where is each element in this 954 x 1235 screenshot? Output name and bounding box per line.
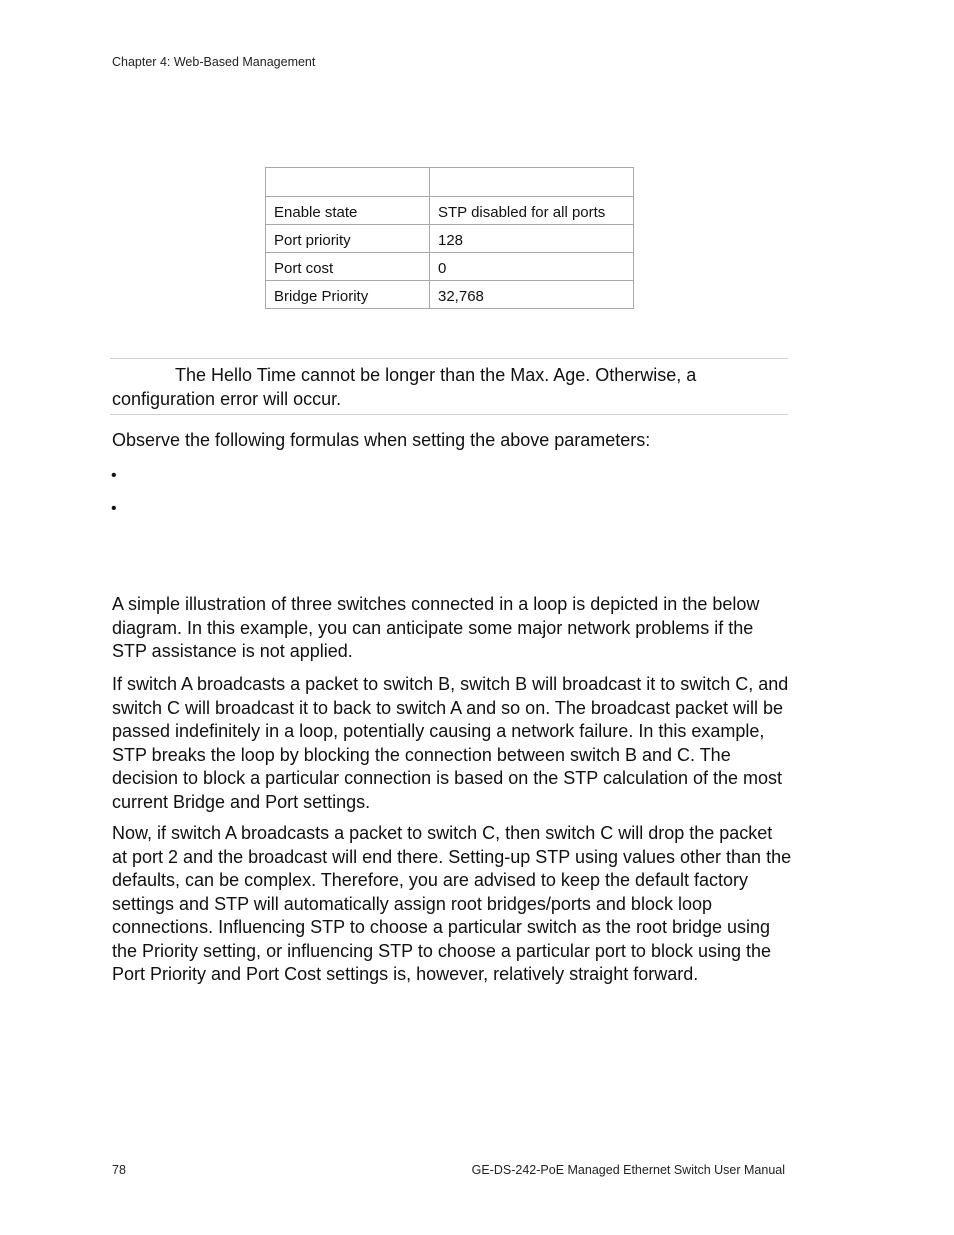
- bullet-marker: •: [111, 500, 117, 517]
- table-cell-value: STP disabled for all ports: [430, 197, 634, 225]
- stp-defaults-table: [265, 167, 634, 309]
- table-row: [266, 253, 634, 281]
- manual-title: GE-DS-242-PoE Managed Ethernet Switch User Manual: [471, 1163, 785, 1177]
- table-cell-param: Port priority: [266, 225, 430, 253]
- note-text-line2: configuration error will occur.: [112, 388, 342, 409]
- note-text-line1: The Hello Time cannot be longer than the Max. Age. Otherwise, a: [175, 365, 697, 385]
- table-header-cell: [430, 168, 634, 197]
- table-cell-param: Port cost: [266, 253, 430, 281]
- table-header-row: [266, 168, 634, 197]
- table-cell-value: 32,768: [430, 281, 634, 309]
- paragraph-setup: Now, if switch A broadcasts a packet to switch C, then switch C will drop the packet at port 2 and the broadcast will end there. Setting-up STP using values other than the defaults, can be complex. Therefore, you are advised to keep the default factory settings and STP will automatically assign root bridges/ports and block loop connections. Influencing STP to choose a particular switch as the root bridge using the Priority setting, or influencing STP to choose a particular port to block using the Port Priority and Port Cost settings is, however, relatively straight forward.: [112, 823, 792, 984]
- paragraph-broadcast: If switch A broadcasts a packet to switch B, switch B will broadcast it to switch C, and switch C will broadcast it to back to switch A and so on. The broadcast packet will be passed indefinitely in a loop, potentially causing a network failure. In this example, STP breaks the loop by blocking the connection between switch B and C. The decision to block a particular connection is based on the STP calculation of the most current Bridge and Port settings.: [112, 674, 789, 812]
- bullet-marker: •: [111, 467, 117, 484]
- table-row: [266, 281, 634, 309]
- page-number: 78: [112, 1163, 126, 1177]
- table-cell-value: 128: [430, 225, 634, 253]
- table-cell-param: Enable state: [266, 197, 430, 225]
- table-row: [266, 225, 634, 253]
- table-cell-param: Bridge Priority: [266, 281, 430, 309]
- formulas-intro: Observe the following formulas when setting the above parameters:: [112, 430, 651, 450]
- note-box: [110, 358, 788, 415]
- table-header-cell: [266, 168, 430, 197]
- paragraph-intro: A simple illustration of three switches connected in a loop is depicted in the below diagram. In this example, you can anticipate some major network problems if the STP assistance is not applied.: [112, 594, 760, 661]
- table-row: [266, 197, 634, 225]
- table-cell-value: 0: [430, 253, 634, 281]
- chapter-header: Chapter 4: Web-Based Management: [112, 55, 316, 69]
